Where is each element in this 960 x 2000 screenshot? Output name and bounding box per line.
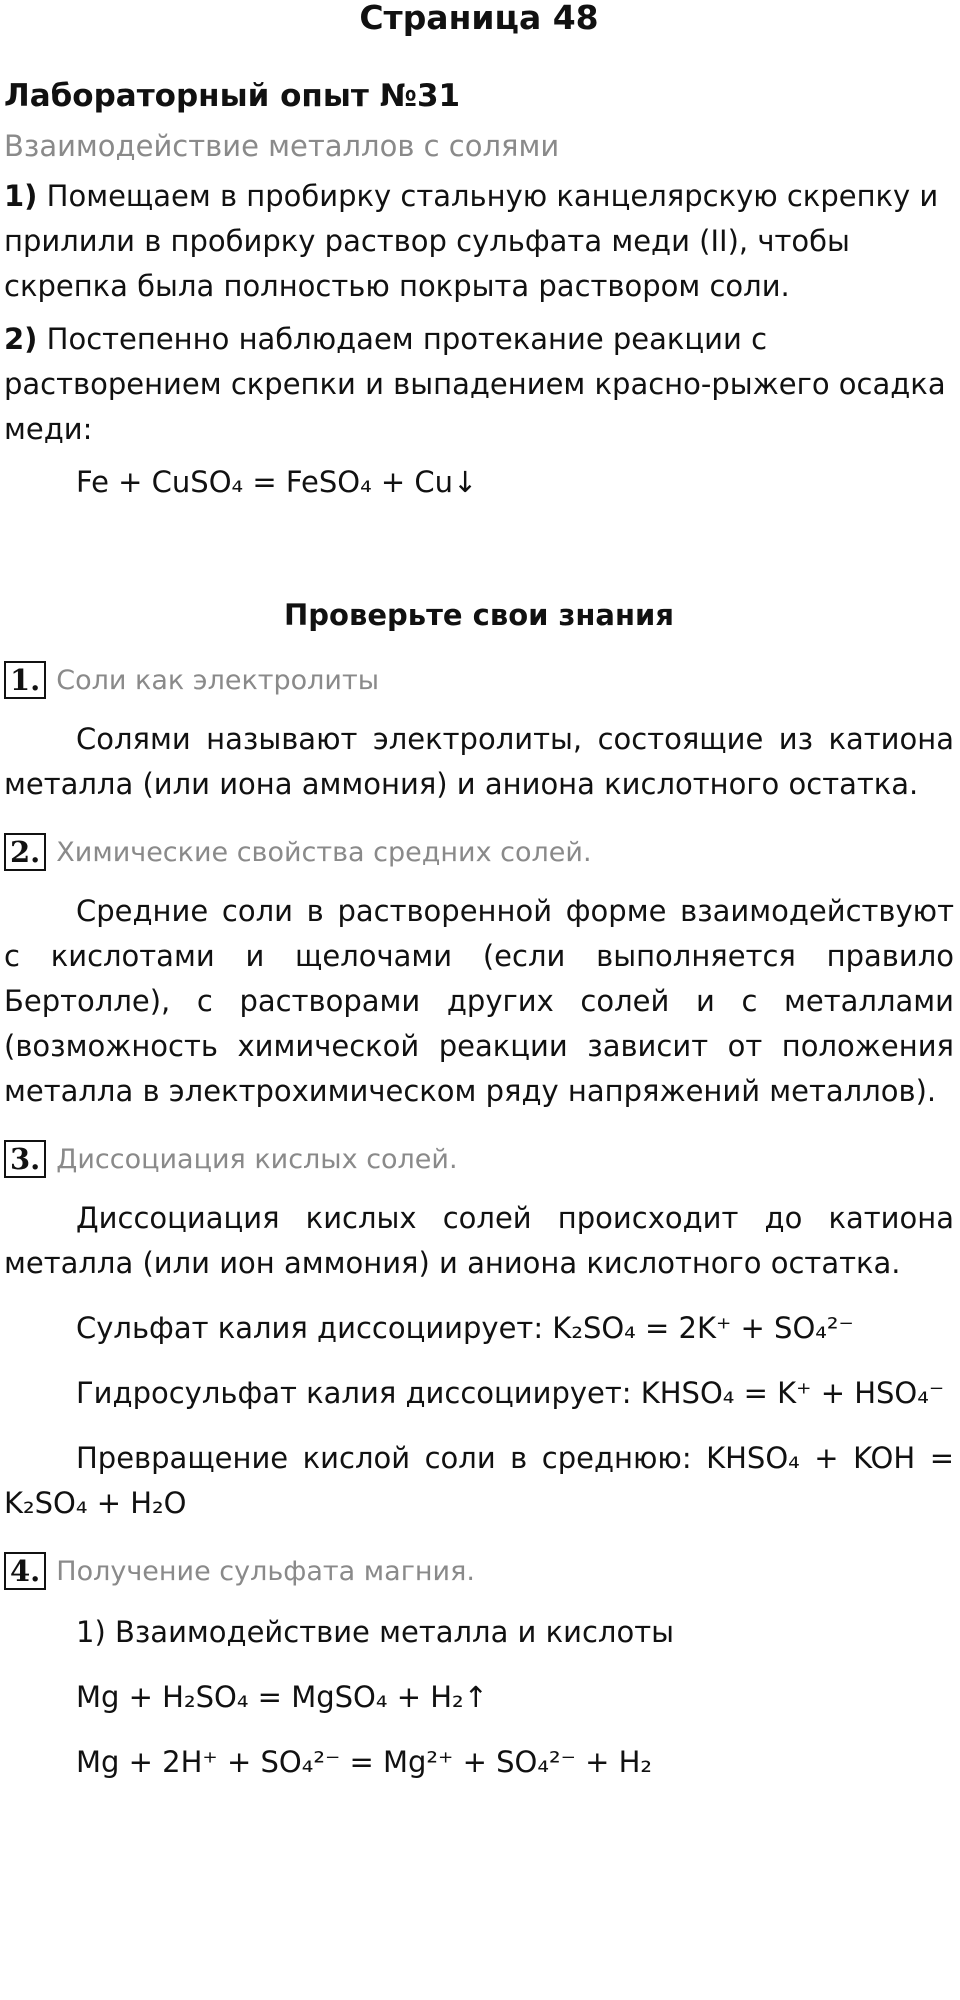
lab-step-2-text: Постепенно наблюдаем протекание реакции с растворением скрепки и выпадением красно-рыжего осадка меди: — [4, 322, 946, 446]
page-title: Страница 48 — [359, 0, 599, 37]
question-3-line-3: Превращение кислой соли в среднюю: KHSO₄ + KOH = K₂SO₄ + H₂O — [4, 1441, 954, 1520]
lab-title: Лабораторный опыт №31 — [4, 78, 461, 114]
question-4-line-1: 1) Взаимодействие металла и кислоты — [76, 1615, 674, 1649]
question-1-answer: Солями называют электролиты, состоящие из катиона металла (или иона аммония) и аниона кислотного остатка. — [4, 722, 954, 801]
question-3-header — [4, 1140, 954, 1178]
lab-equation: Fe + CuSO₄ = FeSO₄ + Cu↓ — [76, 465, 478, 499]
question-4-equation-2: Mg + 2H⁺ + SO₄²⁻ = Mg²⁺ + SO₄²⁻ + H₂ — [76, 1745, 653, 1779]
question-2-header — [4, 833, 954, 871]
section-title: Проверьте свои знания — [284, 598, 674, 632]
lab-step-2-number: 2) — [4, 322, 38, 356]
lab-step-1-number: 1) — [4, 179, 38, 213]
question-3-line-2: Гидросульфат калия диссоциирует: KHSO₄ = K⁺ + HSO₄⁻ — [76, 1376, 945, 1410]
question-1-number: 1. — [4, 661, 46, 699]
question-1-title: Соли как электролиты — [56, 664, 380, 696]
question-2-title: Химические свойства средних солей. — [56, 836, 592, 868]
question-2-answer: Средние соли в растворенной форме взаимодействуют с кислотами и щелочами (если выполняется правило Бертолле), с растворами других солей и с металлами (возможность химической реакции зависит от положения металла в электрохимическом ряду напряжений металлов). — [4, 894, 954, 1108]
lab-step-2 — [4, 317, 954, 452]
lab-step-1-text: Помещаем в пробирку стальную канцелярскую скрепку и прилили в пробирку раствор сульфата меди (II), чтобы скрепка была полностью покрыта раствором соли. — [4, 179, 939, 303]
question-4-title: Получение сульфата магния. — [56, 1555, 475, 1587]
question-2-number: 2. — [4, 833, 46, 871]
lab-step-1 — [4, 174, 954, 309]
question-3-answer: Диссоциация кислых солей происходит до катиона металла (или ион аммония) и аниона кислотного остатка. — [4, 1201, 954, 1280]
question-1-header — [4, 661, 954, 699]
question-4-number: 4. — [4, 1552, 46, 1590]
question-4-equation-1: Mg + H₂SO₄ = MgSO₄ + H₂↑ — [76, 1680, 488, 1714]
lab-subtitle: Взаимодействие металлов с солями — [4, 129, 560, 163]
question-3-number: 3. — [4, 1140, 46, 1178]
question-3-title: Диссоциация кислых солей. — [56, 1143, 458, 1175]
question-4-header — [4, 1552, 954, 1590]
question-3-line-1: Сульфат калия диссоциирует: K₂SO₄ = 2K⁺ + SO₄²⁻ — [76, 1311, 854, 1345]
